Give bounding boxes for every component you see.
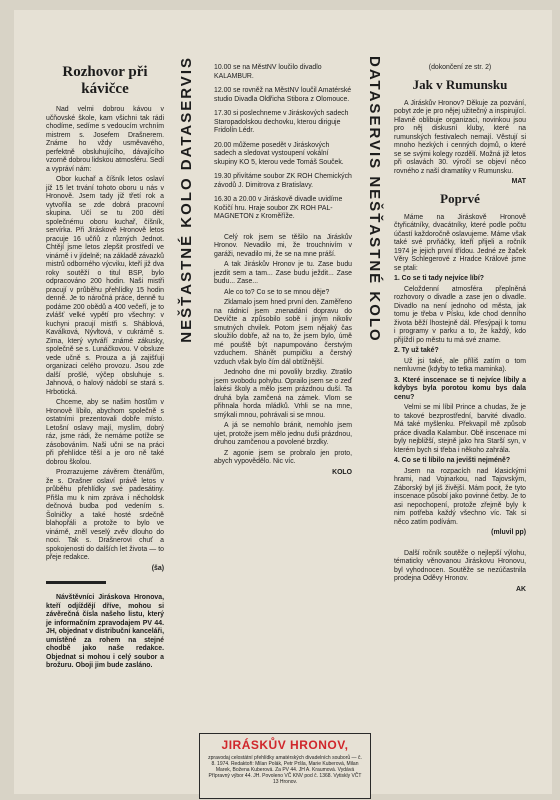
paragraph: Chceme, aby se našim hostům v Hronově líbilo, abychom společně s ostatními prezentovali dobře místo. Letošní oslavy mají, myslím, dobrý ráz, jsme rádi, že nemáme potíže se zásobováním. Naši učni se na práci při přehlídce těší a je oro ně také dobrou školou.	[46, 399, 164, 466]
article-title-rumunsko: Jak v Rumunsku	[412, 76, 508, 92]
paragraph: Z agonie jsem se probralo jen proto, abych vypovědělo. Nic víc.	[214, 449, 352, 465]
imprint-box	[199, 733, 371, 799]
signature: KOLO	[332, 468, 352, 476]
question: 2. Ty už také?	[394, 347, 439, 354]
signature: AK	[516, 585, 526, 593]
vertical-banner-left	[174, 56, 196, 686]
program-item: 12.00 se rovněž na MěstNV loučil Amatérské studio Divadla Oldřicha Stibora z Olomouce.	[214, 87, 352, 103]
paragraph: Celoždenní atmosféra přeplněná rozhovory o divadle a zase jen o divadle. Divadlo na není jednoho od města, jak tomu je třeba v Písku, kde chod denního života běží lhostejně dál. Přesýpají k tomu i programy v parku a to, že každý, kdo přijíždí po městu tu má své zname.	[394, 285, 526, 344]
paragraph: Celý rok jsem se těšilo na Jiráskův Hronov. Nevadilo mi, že trouchnivím v garáži, nevadilo mi, že se na mne práší.	[214, 233, 352, 258]
imprint-title: JIRÁSKŮV HRONOV,	[221, 738, 349, 752]
paragraph: Už jsi také, ale příliš zatím o tom nemluvme (kdyby to tetka maminka).	[394, 357, 526, 373]
middle-column	[214, 64, 352, 477]
notice-paragraph: Návštěvníci Jiráskova Hronova, kteří odjíždějí dříve, mohou si závěrečná čísla našeho listu, který je informačním zpravodajem PV 44. JH, objednat v distribuční kanceláři, umístěné za rohem na stejné chodbě jako naše redakce. Objednat si mohou i celý soubor a brožuru. Oboji jim bude zasláno.	[46, 594, 164, 669]
paragraph: A Jiráskův Hronov? Děkuje za pozvání, pobyt zde je pro nějej užitečný a inspirující. Hlavně oblibuje organizaci, novinkou jsou pro něj diskusní kluby, které na rumunských festivalech nemají. Věstují si mnoho hezkých i cenných dojmů, o které se se svými kolegy rozdělí. Možná již letos při oslavách 30. výročí se objeví něco rovného z naší dramatiky v Rumunsku.	[394, 99, 526, 175]
banner-text: NEŠŤASTNÉ KOLO DATASERVIS	[178, 56, 195, 343]
signature: (mluvil pp)	[491, 529, 526, 536]
paragraph: Prozrazujeme závěrem čtenářům, že s. Drašner oslaví právě letos v průběhu přehlídky své padesátiny. Přišla mu k nim zpráva i něcholdsk dečnová budba pod vedením s. Šolničky a také hosté srdečně blahopřáli a protože to bylo ve vinárně, zněl veselý zvěv dlouho do noci. Tak s. Drašnerovi chuť a spokojenosti do dalších let života — to přeje redakce.	[46, 469, 164, 561]
signature: (ša)	[151, 564, 164, 572]
program-item: 16.30 a 20.00 v Jiráskově divadle uvidíme Kočičí hru. Hraje soubor ZK ROH PAL-MAGNETON z Kroměříže.	[214, 196, 343, 220]
program-item: 20.00 můžeme posedět v Jiráskových sadech a sledovat vystoupení vokální skupiny KO 5, kterou vede Tomáš Souček.	[214, 141, 344, 166]
signature: MAT	[511, 178, 526, 185]
paragraph: A tak Jiráskův Hronov je tu. Zase budu jezdit sem a tam... Zase budu ježdit... Zase budu... Zase...	[214, 261, 352, 285]
paragraph: Jednoho dne mi povolily brzdky. Ztratilo jsem svobodu pohybu. Oprailo jsem se o zeď lakési školy a mělo jsem prázdnou duší. Ta druhá byla zamčená na zámek. Vlom se přihnala horda mládků. Vrhli se na mne, smýkali mnou, pohrávali si se mnou.	[214, 369, 352, 419]
paragraph: Máme na Jiráskově Hronově čtyřicátníky, dvacátníky, které podle počtu účastí každoročně oslavujeme. Máme však také své prvňáčky, kteří přijeli a ročník 1974 je jejich první třídou. Jedné ze žaček Věry Schlegerové z Hradce Králové jsme se ptali:	[394, 213, 526, 272]
continued-note: (dokončení ze str. 2)	[428, 64, 492, 71]
footer-paragraph: Další ročník soutěže o nejlepší výlohu, tématicky věnovanou Jiráskovu Hronovu, byl vyhodnocen. Soutěže se nezúčastnila prodejna Oděvy Hronov.	[394, 549, 526, 582]
paragraph: Nad velmi dobrou kávou v učňovské škole, kam všichni tak rádi chodíme, sedíme s vedoucím vrchním mistrem s. Josefem Drašnerem. Známe ho vždy usměvavého, perfektně obsluhujícího, dávajícího vzorně dobrou lidskou atmosféru. Sedí a vypráví nám:	[46, 106, 164, 173]
paragraph: A já se nemohlo bránit, nemohlo jsem ujet, protože jsem mělo jednu duši prázdnou, druhou zamčenou a povolené brzdky.	[214, 422, 352, 446]
left-column	[46, 64, 164, 673]
question: 4. Co se ti líbilo na jevišti nejméně?	[394, 457, 511, 464]
question: 1. Co se ti tady nejvíce líbí?	[394, 275, 484, 282]
paragraph: Zklamalo jsem hned první den. Zaměřeno na rádnicí jsem znenadání dopravu do Devíčte a způsobilo sobě i jiným nikoliv smutných chvilek. Potom jsem nějaký čas sloužilo dobře, až na to, že jsem bylo, úmě mé pouště být napumpováno čerstvým vzduchem. Shánět pumpičku a čerstvý vzduch však bylo čím dál obtížnější.	[214, 299, 352, 366]
paragraph: Velmi se mi líbil Prince a chudas, že je to takové bezprostřední, barvité divadlo. Má také myšlenku. Překvapil mě způsob práce divadla Kalambur. Obě inscenace mi byly nejbližší, stejně jako hra Starší syn, v kterém bych si třeba i někoho zahrála.	[394, 404, 526, 454]
newspaper-page	[14, 10, 552, 794]
paragraph: Ale co to? Co se to se mnou děje?	[224, 288, 330, 296]
question: 3. Které inscenace se ti nejvíce líbily a kdybys byla porotou komu bys dala cenu?	[394, 376, 526, 401]
program-item: 10.00 se na MěstNV loučilo divadlo KALAMBUR.	[214, 64, 322, 80]
imprint-text: zpravodaj celostátní přehlídky amatérských divadelních souborů — č. 8. 1974. Redaktoři: Milan Polák, Petr Pršla, Marie Kuberová, Milan Marek, Božena Kuberová. Za PV 44. JH A. Kraumová. Vydává Přípravný výbor 44. JH. Povoleno VČ KNV pod č. 1368. Vytiskly VČT 13 Hronov.	[208, 755, 362, 785]
divider	[46, 581, 106, 584]
article-title-poprve: Poprvé	[440, 190, 480, 206]
article-title-rozhovor: Rozhovor při kávičce	[62, 64, 148, 97]
paragraph: Jsem na rozpacích nad klasickými hrami, nad Vojnarkou, nad Tajovským, Záborský byl jiš živější. Mám pocit, že tyto inscenace působí jako povinné četby. Je to asi nepochopení, protože zřejmě byly k nim potřeba každý všechno víc. Tak si něco zatím podívám.	[394, 467, 526, 526]
banner-text: DATASERVIS NEŠŤASTNÉ KOLO	[366, 56, 383, 343]
program-item: 17.30 si poslechneme v Jiráskových sadech Staropadolskou dechovku, kterou diriguje Fridolín Lédr.	[214, 110, 349, 134]
right-column	[394, 64, 526, 594]
vertical-banner-right	[362, 56, 384, 686]
paragraph: Obor kuchař a číšník letos oslaví již 15 let trvání tohoto oboru u nás v Hronově. Jsem tady již třetí rok a vytvořila se zde dobrá pracovní skupina. Učí se tu 200 dětí společnému oboru kuchař, číšník, servírka. Při Jiráskově Hronově letos pracuje 16 učňů z různých Jednot. Chtějí jsme letos zlepšit prostředí ve vinárně i v jídelně; na základě závazků mistrů odborného výcviku, kteří již dva roky soutěží o titul BSP, bylo odpracováno 200 hodin. Naši mistři pracují v průběhu přehlídky 15 hodin denně. Je to náročná práce, denně tu podáme 200 obědů a 400 večeří, je to zvlášť velké vypětí pro všechny: v kuchyni pracují mistři s. Sháblová, Kaválková, Nývltová, v cukrárně s. Zima, který vytváří známé zákusky, společně se s. Lunáčkovou. V obsluze vede učně s. Prouza a já zajišťuji organizaci celého provozu. Jsou zde další prošlé, výčep obsluhuje s. Jahnová, o halový nádobí se stará s. Hrbotická.	[46, 176, 164, 396]
program-item: 19.30 přivítáme soubor ZK ROH Chemických závodů J. Dimitrova z Bratislavy.	[214, 173, 352, 189]
